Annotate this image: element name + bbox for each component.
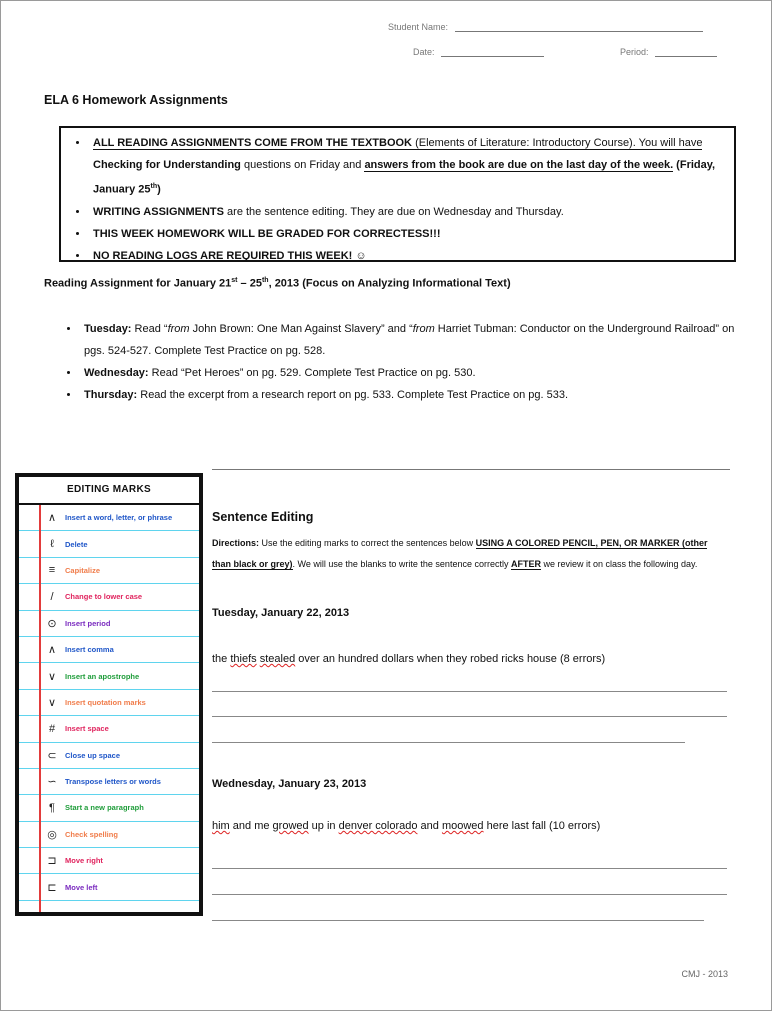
editing-mark-row: [19, 531, 199, 557]
editing-mark-row: [19, 743, 199, 769]
answer-line-tue-3[interactable]: [212, 742, 685, 743]
editing-marks-title: EDITING MARKS: [19, 477, 199, 505]
editing-mark-label: Insert space: [65, 724, 109, 734]
editing-mark-row: [19, 584, 199, 610]
notice-graded: [89, 223, 724, 245]
directions-label: Directions:: [212, 538, 260, 548]
notice-writing: [89, 201, 724, 223]
quote-icon: ∨: [47, 696, 57, 709]
editing-mark-row: [19, 505, 199, 531]
reading-em: from: [412, 323, 435, 335]
spelling-error: thiefs: [230, 653, 257, 665]
date-label: Date:: [413, 47, 435, 57]
reading-heading: [44, 277, 511, 290]
editing-mark-row: [19, 690, 199, 716]
editing-mark-label: Insert quotation marks: [65, 697, 146, 707]
spelling-error: stealed: [259, 653, 296, 665]
directions-text: Use the editing marks to correct the sentences below: [259, 538, 476, 548]
editing-mark-label: Change to lower case: [65, 592, 143, 602]
sentence-wednesday: [212, 820, 600, 832]
editing-mark-label: Close up space: [65, 750, 121, 760]
notice-logs: [89, 245, 724, 267]
reading-heading-a: Reading Assignment for January 21: [44, 277, 232, 290]
reading-heading-sup2: th: [261, 277, 269, 284]
directions: [212, 533, 727, 575]
editing-mark-label: Insert a word, letter, or phrase: [65, 513, 173, 523]
answer-line-tue-2[interactable]: [212, 716, 727, 717]
period-blank[interactable]: [655, 47, 717, 57]
marks-margin-line: [39, 505, 41, 912]
answer-line-wed-1[interactable]: [212, 868, 727, 869]
directions-after: AFTER: [510, 559, 541, 569]
answer-line-wed-3[interactable]: [212, 920, 704, 921]
editing-marks-list: [19, 505, 199, 901]
directions-text: we review it on class the following day.: [540, 559, 698, 569]
editing-mark-label: Check spelling: [65, 829, 118, 839]
notice-textbook-text: (Elements of Literature: Introductory Course). You will have: [412, 137, 703, 149]
editing-mark-label: Move left: [65, 882, 98, 892]
spelling-icon: ◎: [47, 828, 57, 841]
paragraph-icon: ¶: [49, 801, 55, 814]
reading-day: Wednesday:: [84, 367, 149, 379]
answer-line-tue-1[interactable]: [212, 691, 727, 692]
editing-mark-label: Start a new paragraph: [65, 803, 144, 813]
notice-friday-close: ): [157, 183, 161, 196]
space-icon: #: [48, 722, 56, 735]
reading-text: Harriet Tubman: Conductor on the Underground Railroad” on pgs. 524-527. Complete Test Practice on pg. 528.: [84, 323, 735, 357]
student-name-blank[interactable]: [455, 22, 703, 32]
sentence-editing-title: Sentence Editing: [212, 510, 314, 524]
sentence-text: here last fall (10 errors): [483, 820, 601, 832]
editing-mark-label: Capitalize: [65, 565, 101, 575]
notice-writing-text: are the sentence editing. They are due on Wednesday and Thursday.: [223, 205, 564, 218]
day-heading-tuesday: Tuesday, January 22, 2013: [212, 607, 350, 619]
caret-icon: ∧: [47, 512, 57, 525]
spelling-error: moowed: [441, 820, 484, 832]
reading-heading-sup1: st: [231, 277, 238, 284]
directions-text: . We will use the blanks to write the sentence correctly: [292, 559, 511, 569]
notice-cfu: Checking for Understanding: [93, 159, 241, 171]
reading-day: Thursday:: [84, 389, 138, 401]
editing-mark-label: Transpose letters or words: [65, 777, 161, 787]
editing-mark-row: [19, 716, 199, 742]
reading-list: [62, 318, 742, 406]
directions-colored: USING A COLORED PENCIL, PEN, OR MARKER (other than black or grey): [212, 538, 708, 569]
slash-icon: /: [50, 590, 54, 603]
page-title: ELA 6 Homework Assignments: [44, 93, 228, 107]
move-right-icon: ⊐: [47, 855, 57, 868]
reading-text: Read the excerpt from a research report on pg. 533. Complete Test Practice on pg. 533.: [137, 389, 569, 401]
notice-textbook: [89, 132, 724, 201]
footer-code: CMJ - 2013: [681, 969, 728, 979]
apostrophe-icon: ∨: [47, 670, 57, 683]
sentence-text: up in: [308, 820, 339, 832]
section-divider: [212, 469, 730, 470]
reading-item-thursday: [80, 384, 742, 406]
reading-em: from: [167, 323, 190, 335]
period-icon: ⊙: [47, 617, 57, 630]
notice-friday-sup: th: [150, 183, 158, 190]
capitalize-icon: ≡: [48, 564, 56, 577]
day-heading-wednesday: Wednesday, January 23, 2013: [212, 778, 367, 790]
editing-mark-row: [19, 637, 199, 663]
spelling-error: denver colorado: [338, 820, 418, 832]
close-space-icon: ⊂: [47, 749, 57, 762]
notice-writing-title: WRITING ASSIGNMENTS: [93, 205, 224, 218]
reading-item-wednesday: [80, 362, 742, 384]
reading-text: John Brown: One Man Against Slavery” and “: [189, 323, 413, 335]
date-blank[interactable]: [441, 47, 544, 57]
answer-line-wed-2[interactable]: [212, 894, 727, 895]
reading-heading-c: , 2013 (Focus on Analyzing Informational Text): [268, 277, 511, 290]
editing-mark-label: Insert period: [65, 618, 111, 628]
comma-icon: ∧: [47, 644, 57, 657]
sentence-text: and: [417, 820, 442, 832]
notice-friday: (Friday, January 25: [93, 159, 716, 196]
notice-textbook-title: ALL READING ASSIGNMENTS COME FROM THE TEXTBOOK: [93, 137, 413, 149]
period-field[interactable]: [620, 47, 717, 57]
notice-box: [59, 126, 736, 262]
editing-mark-row: [19, 769, 199, 795]
delete-icon: ℓ: [50, 538, 54, 551]
reading-day: Tuesday:: [84, 323, 132, 335]
sentence-text: over an hundred dollars when they robed ricks house (8 errors): [295, 653, 606, 665]
editing-mark-row: [19, 558, 199, 584]
reading-text: Read “: [131, 323, 168, 335]
sentence-text: the: [212, 653, 231, 665]
period-label: Period:: [620, 47, 649, 57]
editing-marks-chart: [15, 473, 203, 916]
reading-text: Read “Pet Heroes” on pg. 529. Complete Test Practice on pg. 530.: [148, 367, 476, 379]
student-name-label: Student Name:: [388, 22, 449, 32]
transpose-icon: ∽: [47, 776, 57, 789]
spelling-error: him: [212, 820, 230, 832]
reading-heading-b: – 25: [237, 277, 262, 290]
editing-mark-row: [19, 822, 199, 848]
notice-graded-text: THIS WEEK HOMEWORK WILL BE GRADED FOR CORRECTESS!!!: [93, 227, 441, 240]
notice-textbook-text2: questions on Friday and: [240, 159, 365, 171]
editing-mark-label: Move right: [65, 856, 103, 866]
editing-mark-row: [19, 611, 199, 637]
editing-mark-row: [19, 848, 199, 874]
notice-answers-due: answers from the book are due on the last day of the week.: [364, 159, 674, 171]
editing-mark-label: Insert comma: [65, 645, 114, 655]
editing-mark-label: Delete: [65, 539, 88, 549]
editing-mark-row: [19, 874, 199, 900]
sentence-tuesday: [212, 653, 605, 665]
sentence-text: and me: [229, 820, 273, 832]
spelling-error: growed: [272, 820, 309, 832]
student-name-field[interactable]: [388, 22, 703, 32]
editing-mark-label: Insert an apostrophe: [65, 671, 140, 681]
date-field[interactable]: [413, 47, 544, 57]
reading-item-tuesday: [80, 318, 742, 362]
editing-mark-row: [19, 663, 199, 689]
notice-logs-text: NO READING LOGS ARE REQUIRED THIS WEEK! ☺: [93, 249, 367, 262]
move-left-icon: ⊏: [47, 881, 57, 894]
editing-mark-row: [19, 795, 199, 821]
